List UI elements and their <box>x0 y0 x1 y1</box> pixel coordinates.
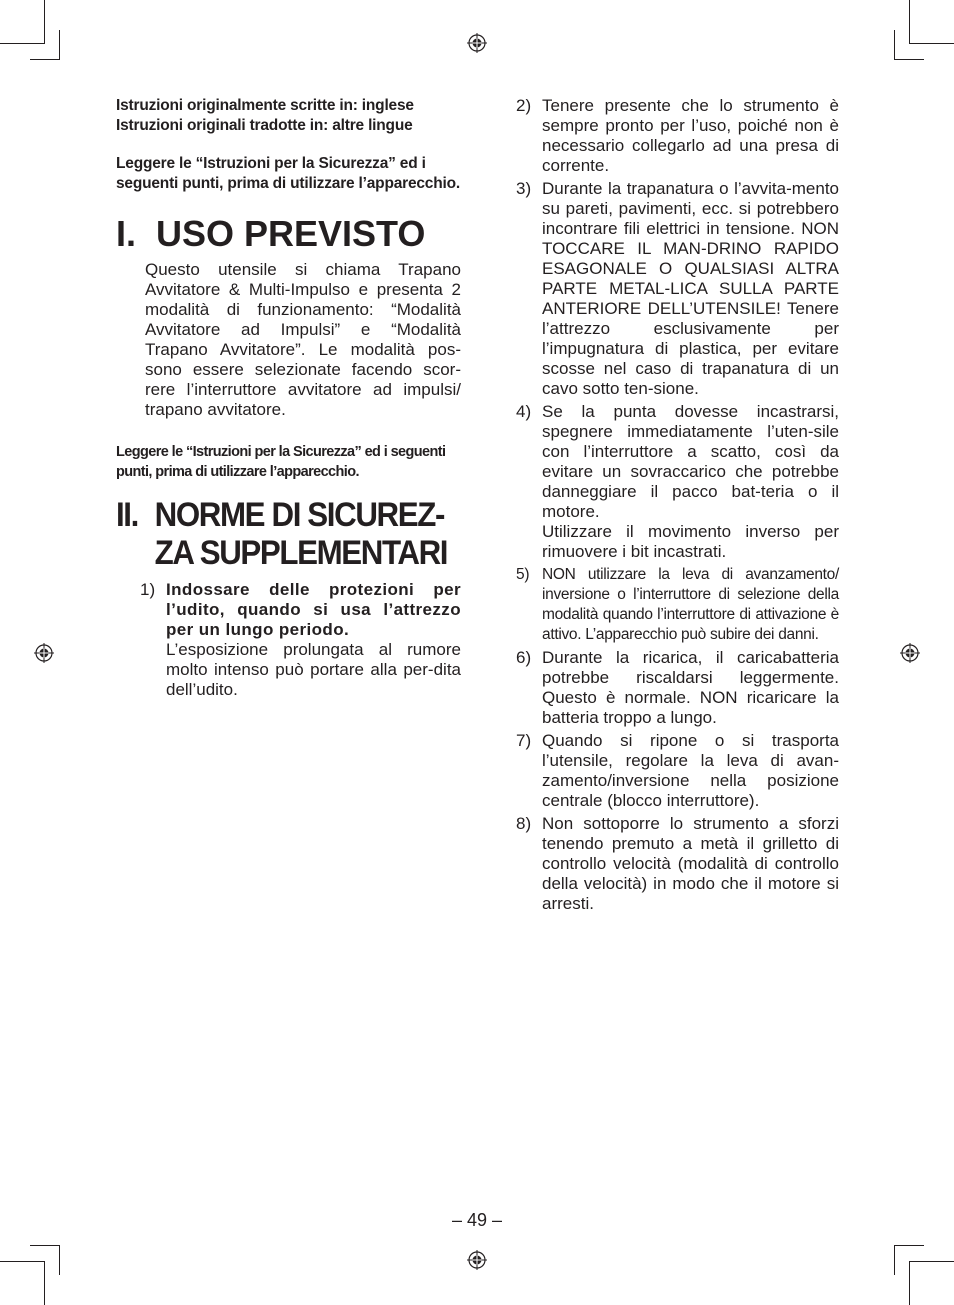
section2-number: II. <box>116 496 138 534</box>
section2-title-line1: NORME DI SICUREZ- <box>154 496 444 534</box>
section1-number: I. <box>116 213 137 254</box>
list-item-text: L’esposizione prolungata al rumore molto intenso può portare alla per-dita dell’udito. <box>166 640 461 699</box>
list-item <box>516 731 839 811</box>
list-item <box>516 96 839 176</box>
page-number: – 49 – <box>451 1210 503 1230</box>
registration-mark-icon <box>467 33 487 53</box>
list-item <box>516 814 839 914</box>
left-column <box>116 96 461 700</box>
list-item-text: Durante la ricarica, il caricabatteria potrebbe riscaldarsi leggermente. Questo è normale. NON ricaricare la batteria troppo a lungo. <box>542 648 839 727</box>
list-item <box>516 179 839 399</box>
read-safety-note: Leggere le “Istruzioni per la Sicurezza” ed i seguenti punti, prima di utilizzare l’apparecchio. <box>116 155 460 192</box>
right-column <box>516 96 839 917</box>
read-safety-note-2: Leggere le “Istruzioni per la Sicurezza” ed i seguenti punti, prima di utilizzare l’apparecchio. <box>116 444 446 480</box>
list-item-number: 3) <box>516 179 532 198</box>
list-item <box>516 565 839 645</box>
list-item-lead: Indossare delle protezioni per l’udito, quando si usa l’attrezzo per un lungo periodo. <box>166 580 461 639</box>
list-item-number: 8) <box>516 814 532 833</box>
original-language-note: Istruzioni originalmente scritte in: inglese <box>116 97 414 114</box>
list-item-text: Se la punta dovesse incastrarsi, spegnere immediatamente l’uten-sile con l’interruttore a scatto, così da evitare un sovraccarico che potrebbe danneggiare il pacco bat-teria o il motore. <box>542 402 839 521</box>
section2-heading <box>116 496 461 572</box>
list-item-number: 1) <box>140 580 156 599</box>
list-item-number: 4) <box>516 402 532 421</box>
list-item-text: Tenere presente che lo strumento è sempre pronto per l’uso, poiché non è necessario collegarlo ad una presa di corrente. <box>542 96 839 175</box>
list-item-text-2: Utilizzare il movimento inverso per rimuovere i bit incastrati. <box>542 522 839 561</box>
list-item <box>516 402 839 562</box>
section2-title-line2: ZA SUPPLEMENTARI <box>154 534 448 572</box>
registration-mark-icon <box>34 643 54 663</box>
registration-mark-icon <box>900 643 920 663</box>
list-item-number: 6) <box>516 648 532 667</box>
list-item-text: Non sottoporre lo strumento a sforzi tenendo premuto a metà il grilletto di controllo velocità (modalità di controllo della velocità) in modo che il motore si arresti. <box>542 814 839 913</box>
section1-body: Questo utensile si chiama Trapano Avvitatore & Multi-Impulso e presenta 2 modalità di funzionamento: “Modalità Avvitatore ad Impulsi” e “Modalità Trapano Avvitatore”. Le modalità pos-sono essere selezionate facendo scor-rere l’interruttore avvitatore ad impulsi/ trapano avvitatore. <box>145 260 461 419</box>
list-item <box>516 648 839 728</box>
list-item-number: 7) <box>516 731 532 750</box>
list-item-text: Quando si ripone o si trasporta l’utensile, regolare la leva di avan-zamento/inversione nella posizione centrale (blocco interruttore). <box>542 731 839 810</box>
section1-title: USO PREVISTO <box>156 213 426 254</box>
section1-heading <box>116 214 461 254</box>
list-item-number: 2) <box>516 96 532 115</box>
list-item-number: 5) <box>516 566 530 583</box>
list-item-text: Durante la trapanatura o l’avvita-mento su pareti, pavimenti, ecc. si potrebbero incontrare fili elettrici in tensione. NON TOCCARE IL MAN-DRINO RAPIDO ESAGONALE O QUALSIASI ALTRA PARTE METAL-LICA SULLA PARTE ANTERIORE DELL’UTENSILE! Tenere l’attrezzo esclusivamente per l’impugnatura di plastica, per evitare scosse nel caso di trapanatura di un cavo sotto ten-sione. <box>542 179 839 398</box>
translated-language-note: Istruzioni originali tradotte in: altre lingue <box>116 117 413 134</box>
list-item-text: NON utilizzare la leva di avanzamento/ inversione o l’interruttore di selezione della modalità quando l’interruttore di attivazione è attivo. L’apparecchio può subire dei danni. <box>542 566 839 643</box>
list-item <box>140 580 461 700</box>
registration-mark-icon <box>467 1250 487 1270</box>
